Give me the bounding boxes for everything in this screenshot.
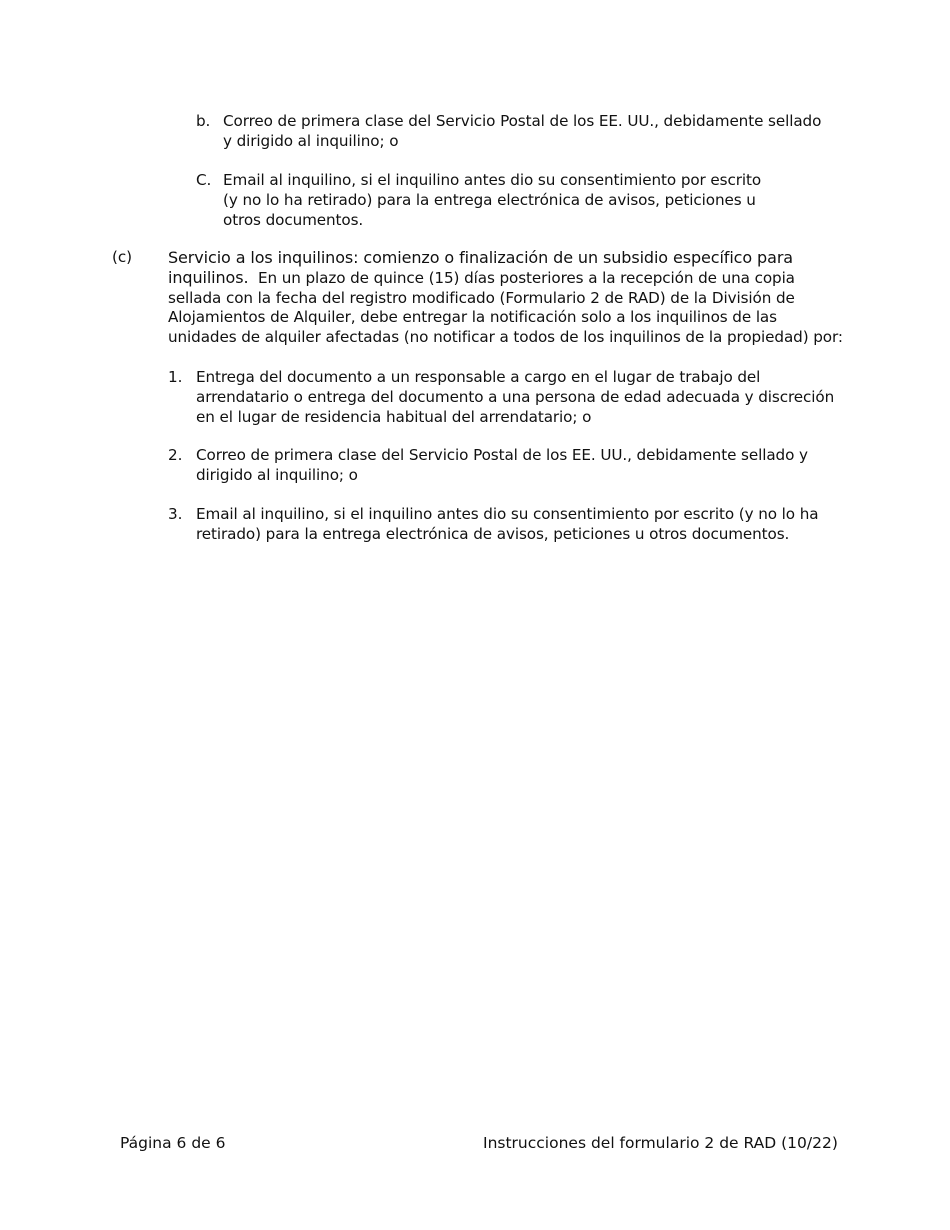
list-marker: b.	[196, 112, 211, 130]
list-marker: C.	[196, 171, 212, 189]
section-c-paragraph	[168, 248, 858, 348]
footer-form-label: Instrucciones del formulario 2 de RAD (10/22)	[483, 1134, 838, 1152]
paragraph-line: Alojamientos de Alquiler, debe entregar la notificación solo a los inquilinos de las	[168, 308, 777, 327]
list-item-1	[168, 368, 848, 428]
list-marker: 1.	[168, 368, 183, 386]
section-marker: (c)	[112, 248, 132, 266]
footer-page-number: Página 6 de 6	[120, 1134, 226, 1152]
paragraph-line: inquilinos. En un plazo de quince (15) días posteriores a la recepción de una copia	[168, 267, 795, 287]
paragraph-line: sellada con la fecha del registro modificado (Formulario 2 de RAD) de la División de	[168, 288, 795, 307]
list-item-c-email	[196, 171, 856, 231]
list-item-text: Email al inquilino, si el inquilino antes dio su consentimiento por escrito (y no lo ha retirado) para la entrega electrónica de avisos, peticiones u otros documentos.	[196, 505, 819, 543]
list-item-text: Correo de primera clase del Servicio Postal de los EE. UU., debidamente sellado y dirigido al inquilino; o	[196, 446, 808, 484]
list-item-text: Email al inquilino, si el inquilino antes dio su consentimiento por escrito (y no lo ha retirado) para la entrega electrónica de avisos, peticiones u otros documentos.	[223, 171, 762, 229]
list-item-text: Entrega del documento a un responsable a cargo en el lugar de trabajo del arrendatario o entrega del documento a una persona de edad adecuada y discreción en el lugar de residencia habitual del arrendatario; o	[196, 368, 835, 426]
list-marker: 2.	[168, 446, 183, 464]
list-item-text: Correo de primera clase del Servicio Postal de los EE. UU., debidamente sellado y dirigido al inquilino; o	[223, 112, 822, 150]
section-heading: Servicio a los inquilinos: comienzo o finalización de un subsidio específico para	[168, 248, 794, 267]
list-item-b	[196, 112, 856, 152]
section-heading-end: inquilinos.	[168, 267, 249, 287]
list-item-2	[168, 446, 848, 486]
list-item-3	[168, 505, 848, 545]
list-marker: 3.	[168, 505, 183, 523]
paragraph-line: unidades de alquiler afectadas (no notificar a todos de los inquilinos de la propiedad) por:	[168, 328, 843, 347]
